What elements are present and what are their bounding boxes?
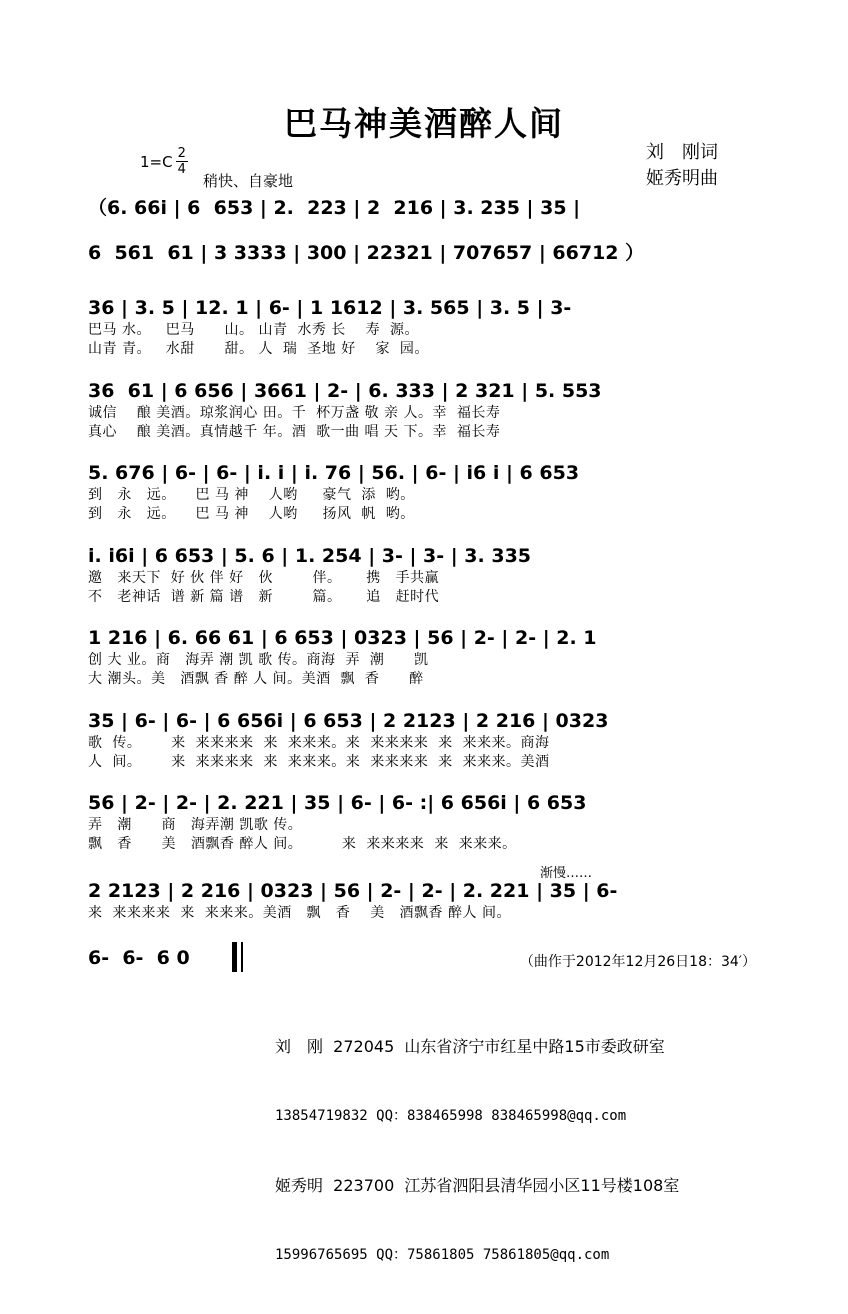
lyrics-verse-2: 人 间。 来 来来来来 来 来来来。来 来来来来 来 来来来。美酒 — [88, 754, 550, 770]
credit-composer: 姬秀明曲 — [646, 168, 718, 190]
final-barline-thin — [241, 942, 243, 972]
lyrics-verse-1: 邀 来天下 好 伙 伴 好 伙 伴。 携 手共赢 — [88, 570, 440, 586]
music-system-1 — [88, 195, 768, 221]
lyrics-verse-2: 飘 香 美 酒飘香 醉人 间。 来 来来来来 来 来来来。 — [88, 836, 517, 852]
lyrics-verse-1: 创 大 业。商 海弄 潮 凯 歌 传。商海 弄 潮 凯 — [88, 652, 429, 668]
music-system-4 — [88, 378, 768, 442]
lyrics-verse-1: 巴马 水。 巴马 山。 山青 水秀 长 寿 源。 — [88, 322, 420, 338]
music-system-7 — [88, 625, 768, 689]
notation-line: 2 2123 | 2 216 | 0323 | 56 | 2- | 2- | 2. 221 | 35 | 6- — [88, 880, 618, 902]
composition-date-note: （曲作于2012年12月26日18：34′） — [519, 954, 756, 970]
music-system-8 — [88, 708, 768, 772]
lyrics-verse-2: 真心 酿 美酒。真情越千 年。酒 歌一曲 唱 天 下。幸 福长寿 — [88, 424, 501, 440]
notation-line: 36 61 | 6 656 | 3661 | 2- | 6. 333 | 2 321 | 5. 553 — [88, 380, 602, 402]
lyrics-verse-2: 不 老神话 谱 新 篇 谱 新 篇。 追 赶时代 — [88, 589, 440, 605]
notation-line: 1 216 | 6. 66 61 | 6 653 | 0323 | 56 | 2- | 2- | 2. 1 — [88, 627, 597, 649]
lyrics-verse-2: 山青 青。 水甜 甜。 人 瑞 圣地 好 家 园。 — [88, 341, 429, 357]
lyrics-verse-1: 诚信 酿 美酒。琼浆润心 田。千 杯万盏 敬 亲 人。幸 福长寿 — [88, 405, 501, 421]
lyrics-verse-1: 来 来来来来 来 来来来。美酒 飘 香 美 酒飘香 醉人 间。 — [88, 905, 511, 921]
contact-composer-address: 姬秀明 223700 江苏省泗阳县清华园小区11号楼108室 — [275, 1176, 680, 1196]
key-signature: 1=C — [140, 153, 173, 171]
page-title: 巴马神美酒醉人间 — [284, 104, 564, 143]
slow-down-marking: 渐慢…… — [540, 866, 593, 881]
time-signature — [176, 147, 188, 176]
music-system-2 — [88, 240, 768, 266]
notation-line: 5. 676 | 6- | 6- | i. i | i. 76 | 56. | 6- | i6 i | 6 653 — [88, 462, 580, 484]
notation-line: 36 | 3. 5 | 12. 1 | 6- | 1 1612 | 3. 565 | 3. 5 | 3- — [88, 297, 572, 319]
notation-line: （6. 66i | 6 653 | 2. 223 | 2 216 | 3. 235 | 35 | — [88, 197, 581, 219]
contact-lyricist-address: 刘 刚 272045 山东省济宁市红星中路15市委政研室 — [275, 1037, 665, 1057]
music-system-6 — [88, 543, 768, 607]
lyrics-verse-2: 到 永 远。 巴 马 神 人哟 扬风 帆 哟。 — [88, 506, 415, 522]
key-signature-block — [140, 148, 188, 177]
lyrics-verse-1: 到 永 远。 巴 马 神 人哟 豪气 添 哟。 — [88, 487, 415, 503]
credit-lyricist: 刘 刚词 — [646, 142, 718, 163]
music-system-10 — [88, 878, 768, 923]
credits — [646, 140, 718, 192]
lyrics-verse-1: 歌 传。 来 来来来来 来 来来来。来 来来来来 来 来来来。商海 — [88, 735, 550, 751]
final-barline-thick — [232, 942, 237, 972]
time-signature-numerator: 2 — [177, 146, 186, 161]
notation-line: 6- 6- 6 0 — [88, 947, 190, 969]
contact-lyricist-phone: 13854719832 QQ：838465998 838465998@qq.com — [275, 1108, 627, 1125]
music-system-3 — [88, 295, 768, 359]
tempo-marking: 稍快、自豪地 — [203, 172, 294, 190]
contact-composer-phone: 15996765695 QQ：75861805 75861805@qq.com — [275, 1247, 610, 1264]
time-signature-denominator: 4 — [177, 162, 186, 177]
lyrics-verse-2: 大 潮头。美 酒飘 香 醉 人 间。美酒 飘 香 醉 — [88, 671, 424, 687]
notation-line: 6 561 61 | 3 3333 | 300 | 22321 | 707657 | 66712 ） — [88, 242, 645, 264]
contact-block — [275, 988, 679, 1314]
music-system-5 — [88, 460, 768, 524]
lyrics-verse-1: 弄 潮 商 海弄潮 凯歌 传。 — [88, 817, 303, 833]
music-system-9 — [88, 790, 768, 854]
notation-line: 56 | 2- | 2- | 2. 221 | 35 | 6- | 6- :| 6 656i | 6 653 — [88, 792, 587, 814]
notation-line: 35 | 6- | 6- | 6 656i | 6 653 | 2 2123 | 2 216 | 0323 — [88, 710, 609, 732]
notation-line: i. i6i | 6 653 | 5. 6 | 1. 254 | 3- | 3- | 3. 335 — [88, 545, 532, 567]
